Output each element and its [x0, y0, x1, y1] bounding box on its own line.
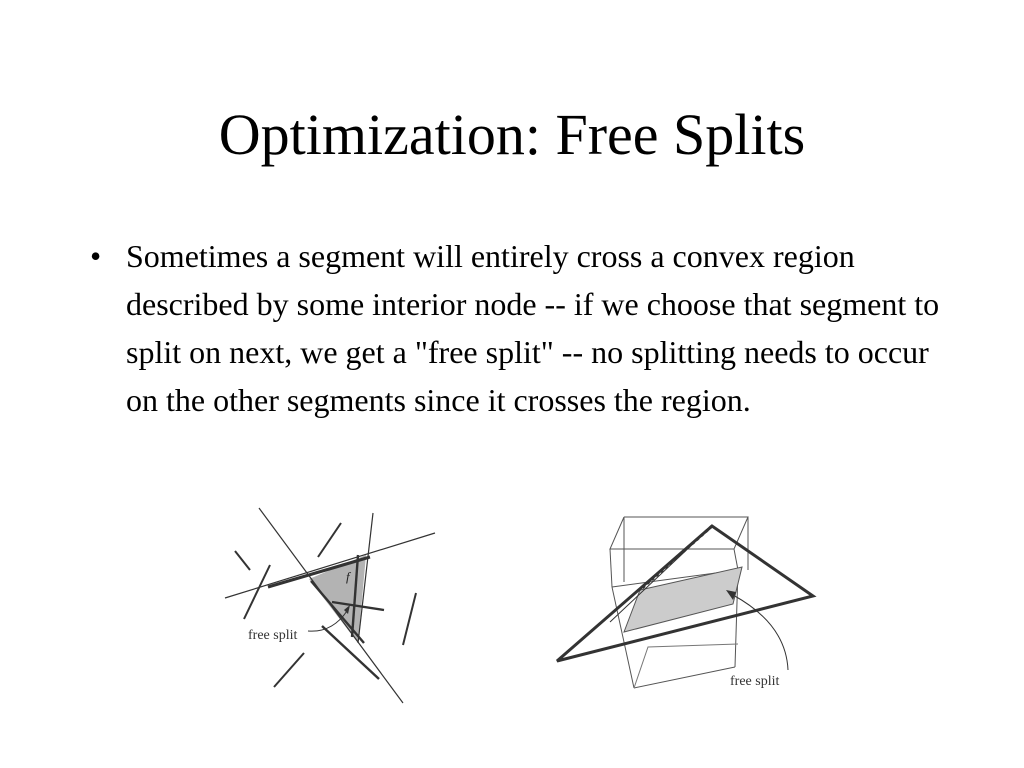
free-split-3d-diagram	[550, 512, 820, 697]
intersection-region	[624, 567, 742, 632]
bullet-item	[90, 232, 960, 424]
free-split-label: free split	[730, 674, 780, 689]
slide-title: Optimization: Free Splits	[218, 102, 806, 167]
free-split-2d-diagram	[222, 503, 442, 708]
segment	[244, 565, 270, 619]
segment	[403, 593, 416, 645]
prism-top	[610, 517, 748, 549]
segment	[235, 551, 250, 570]
label-arrow	[733, 595, 788, 670]
bullet-list	[90, 232, 960, 424]
segment	[274, 653, 304, 687]
prism-edge	[634, 667, 735, 688]
prism-edge	[610, 549, 612, 587]
bullet-text: Sometimes a segment will entirely cross a convex region described by some interior node -- if we choose that segment to split on next, we get a "free split" -- no splitting needs to occur on the other segments since it crosses the region.	[126, 238, 940, 418]
segment	[318, 523, 341, 557]
bullet-marker: •	[90, 238, 102, 274]
region-letter: f	[346, 569, 350, 584]
segment	[322, 626, 379, 679]
prism-bottom-hidden	[634, 644, 738, 688]
prism-edge	[734, 549, 738, 570]
free-split-label: free split	[248, 628, 298, 643]
